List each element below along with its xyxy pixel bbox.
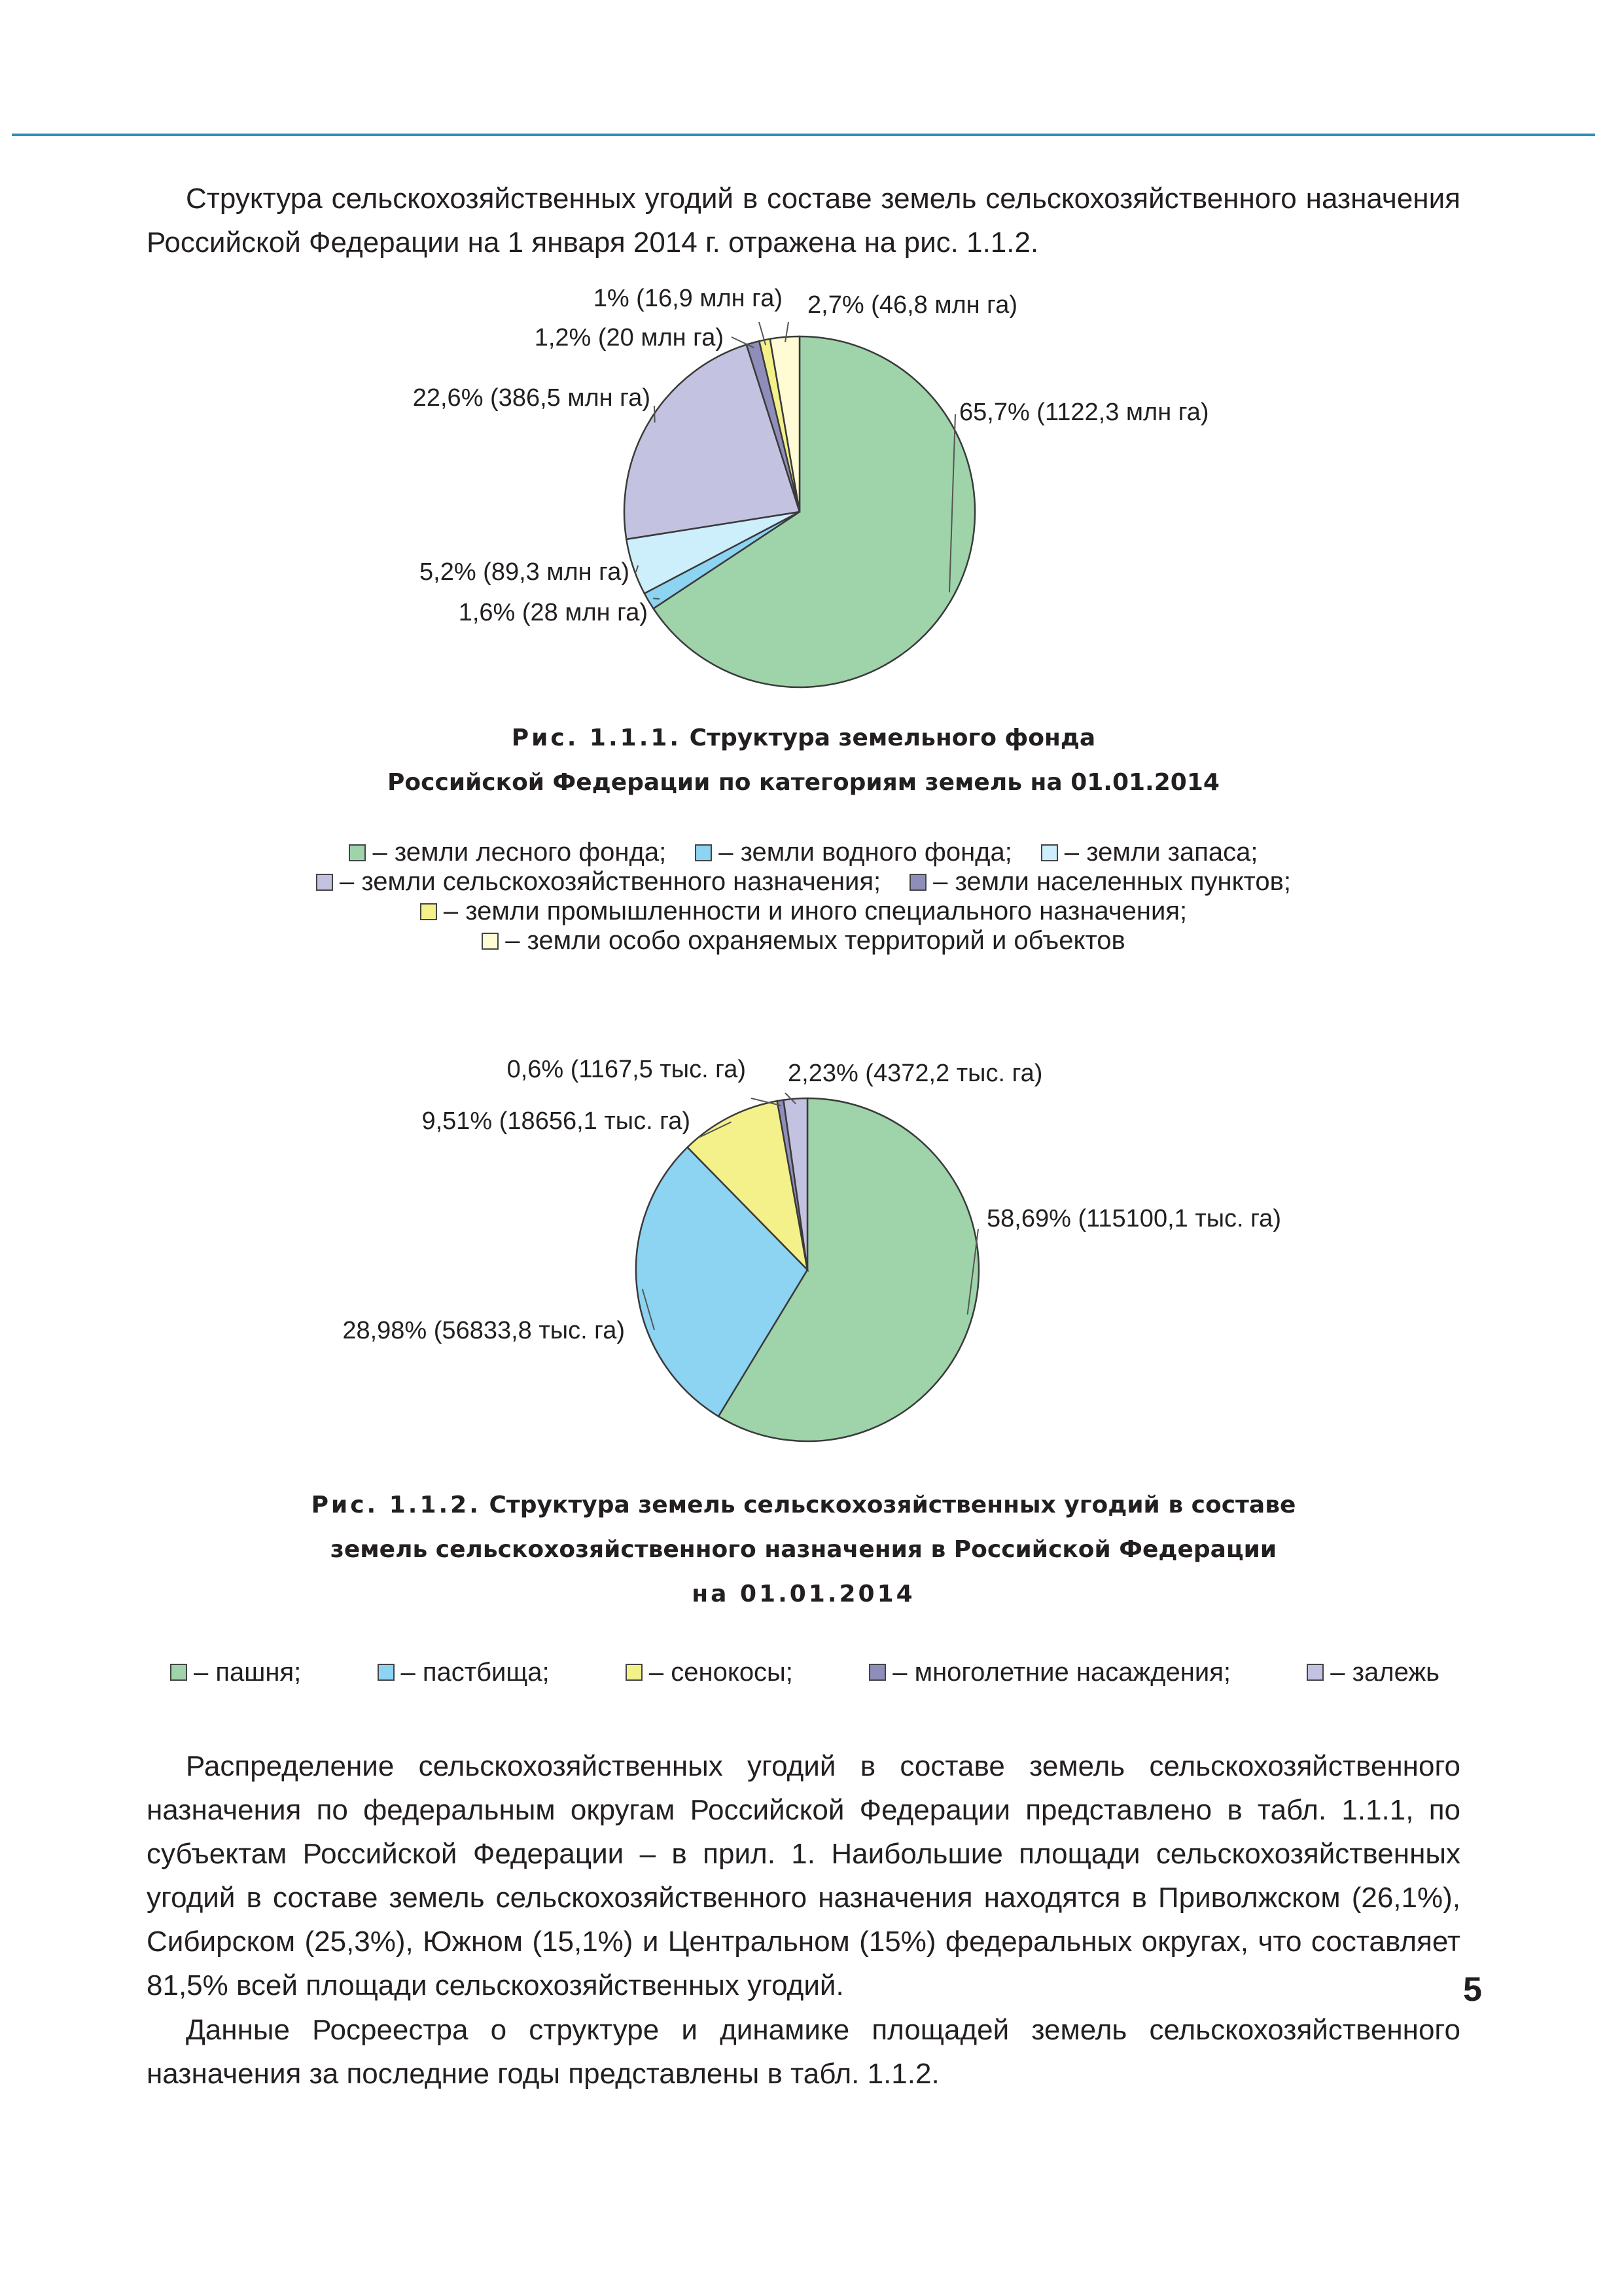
legend-item-agricultural xyxy=(316,867,881,897)
legend-label: – земли водного фонда; xyxy=(718,838,1012,867)
legend-item-perennials xyxy=(869,1656,1231,1689)
legend-swatch xyxy=(420,903,437,920)
legend-row xyxy=(149,867,1458,897)
page-number: 5 xyxy=(1463,1971,1482,2009)
distribution-paragraph: Распределение сельскохозяйственных угодий в составе земель сельскохозяйственного назначения по федеральным округам Российской Федерации представлено в табл. 1.1.1, по субъектам Российской Федерации – в прил. 1. Наибольшие площади сельскохозяйственных угодий в составе земель сельскохозяйственного назначения находятся в Приволжском (26,1%), Сибирском (25,3%), Южном (15,1%) и Центральном (15%) федеральных округах, что составляет 81,5% всей площади сельскохозяйственных угодий. xyxy=(147,1750,1460,2001)
pie-data-label: 1,6% (28 млн га) xyxy=(458,599,648,626)
legend-swatch xyxy=(695,844,712,861)
leader-line xyxy=(653,598,660,599)
legend-item-settlements xyxy=(909,867,1291,897)
legend-swatch xyxy=(170,1664,187,1681)
pie-data-label: 2,7% (46,8 млн га) xyxy=(807,291,1017,319)
legend-row xyxy=(149,838,1458,867)
legend-swatch xyxy=(626,1664,643,1681)
legend-item-forest xyxy=(349,838,666,867)
legend-swatch xyxy=(1307,1664,1324,1681)
figure1-caption-line1: Структура земельного фонда xyxy=(689,725,1096,751)
legend-swatch xyxy=(1041,844,1058,861)
pie-chart-land-fund xyxy=(0,275,1607,707)
legend-swatch xyxy=(869,1664,886,1681)
pie-data-label: 2,23% (4372,2 тыс. га) xyxy=(788,1060,1043,1087)
figure1-caption-number: Рис. 1.1.1. xyxy=(511,725,682,751)
legend-swatch xyxy=(909,874,927,891)
pie-data-label: 5,2% (89,3 млн га) xyxy=(419,558,629,586)
figure2-legend xyxy=(170,1656,1439,1689)
pie-data-label: 58,69% (115100,1 тыс. га) xyxy=(987,1205,1281,1232)
figure2-caption-number: Рис. 1.1.2. xyxy=(311,1492,481,1518)
pie-data-label: 9,51% (18656,1 тыс. га) xyxy=(421,1107,690,1135)
legend-item-pastures xyxy=(378,1656,550,1689)
intro-paragraph: Структура сельскохозяйственных угодий в составе земель сельскохозяйственного назначения Российской Федерации на 1 января 2014 г. отражена на рис. 1.1.2. xyxy=(147,183,1460,259)
legend-label: – земли лесного фонда; xyxy=(372,838,667,867)
legend-swatch xyxy=(316,874,333,891)
figure1-caption-line2: Российской Федерации по категориям земель на 01.01.2014 xyxy=(387,769,1220,796)
legend-row xyxy=(149,926,1458,956)
legend-row xyxy=(149,897,1458,926)
legend-label: – пастбища; xyxy=(400,1658,550,1687)
figure2-caption-line1: Структура земель сельскохозяйственных угодий в составе xyxy=(489,1492,1296,1518)
pie-chart-agricultural-lands xyxy=(0,1047,1607,1453)
figure1-legend xyxy=(149,838,1458,956)
pie-data-label: 1,2% (20 млн га) xyxy=(534,324,724,351)
legend-item-reserve xyxy=(1041,838,1258,867)
legend-label: – земли сельскохозяйственного назначения; xyxy=(339,867,881,896)
pie-data-label: 65,7% (1122,3 млн га) xyxy=(959,399,1209,426)
pie-data-label: 1% (16,9 млн га) xyxy=(593,285,783,312)
legend-label: – земли населенных пунктов; xyxy=(933,867,1292,896)
figure2-caption xyxy=(149,1483,1458,1617)
figure1-caption xyxy=(149,716,1458,805)
legend-label: – залежь xyxy=(1330,1658,1439,1687)
pie-data-label: 22,6% (386,5 млн га) xyxy=(412,384,650,412)
top-rule xyxy=(12,134,1595,136)
legend-swatch xyxy=(349,844,366,861)
pie-data-label: 28,98% (56833,8 тыс. га) xyxy=(342,1317,625,1344)
legend-item-hayfields xyxy=(626,1656,793,1689)
figure2-caption-line2: земель сельскохозяйственного назначения в Российской Федерации xyxy=(330,1536,1277,1563)
legend-label: – сенокосы; xyxy=(648,1658,793,1687)
legend-item-arable xyxy=(170,1656,301,1689)
legend-label: – пашня; xyxy=(194,1658,302,1687)
legend-item-protected xyxy=(482,926,1125,956)
legend-label: – земли промышленности и иного специального назначения; xyxy=(443,897,1188,925)
legend-label: – многолетние насаждения; xyxy=(892,1658,1231,1687)
legend-item-fallow xyxy=(1307,1656,1439,1689)
figure2-caption-line3: на 01.01.2014 xyxy=(692,1581,915,1607)
legend-row xyxy=(170,1656,1439,1689)
legend-swatch xyxy=(378,1664,395,1681)
legend-swatch xyxy=(482,933,499,950)
legend-label: – земли особо охраняемых территорий и объектов xyxy=(505,926,1125,955)
rosreestr-paragraph: Данные Росреестра о структуре и динамике площадей земель сельскохозяйственного назначения за последние годы представлены в табл. 1.1.2. xyxy=(147,2014,1460,2090)
legend-label: – земли запаса; xyxy=(1064,838,1258,867)
legend-item-industry xyxy=(420,897,1187,926)
pie-data-label: 0,6% (1167,5 тыс. га) xyxy=(506,1056,746,1083)
leader-line xyxy=(654,406,655,423)
legend-item-water xyxy=(695,838,1012,867)
